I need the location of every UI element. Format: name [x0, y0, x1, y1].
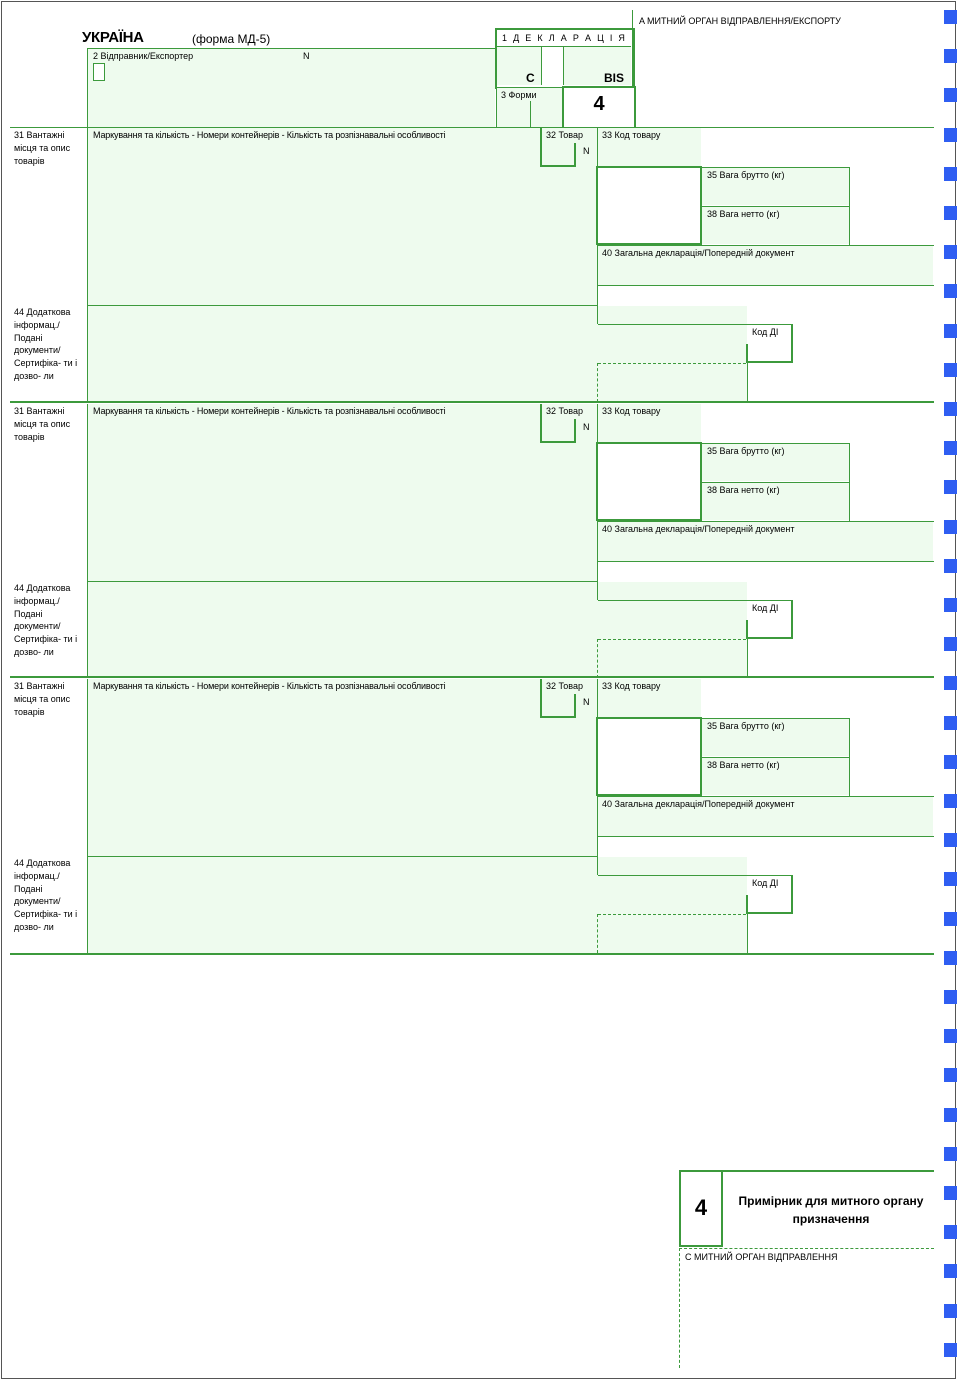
perforation-hole: [944, 245, 957, 259]
goods-bottom-rule: [10, 953, 934, 955]
field-44-sub-fill: [598, 914, 747, 953]
perforation-hole: [944, 128, 957, 142]
field-1-label: 1 Д Е К Л А Р А Ц І Я: [502, 33, 627, 43]
field-2-left-border: [87, 48, 88, 128]
col-left-border: [87, 128, 88, 402]
field-31-box[interactable]: [88, 404, 597, 581]
field-31-text: Маркування та кількість - Номери контейнерів - Кількість та розпізнавальні особливості: [93, 406, 446, 416]
col-left-border: [87, 404, 88, 678]
field-35-top-border: [702, 443, 850, 444]
kod-di-top-border: [598, 324, 792, 325]
perforation-hole: [944, 402, 957, 416]
field-2-top-border: [87, 48, 496, 49]
field-1-vline-2: [563, 47, 564, 85]
field-44-top-border: [88, 581, 597, 582]
field-33-left-border: [596, 166, 598, 245]
field-33-bottom-border: [596, 442, 702, 444]
block-top-rule: [10, 676, 934, 678]
perforation-hole: [944, 1186, 957, 1200]
field-1-divider: [497, 46, 631, 47]
field-31-text: Маркування та кількість - Номери контейнерів - Кількість та розпізнавальні особливості: [93, 681, 446, 691]
field-38-label: 38 Вага нетто (кг): [707, 760, 780, 770]
field-44-label: 44 Додаткова інформац./ Подані документи/ Сертифіка- ти і дозво- ли: [14, 583, 78, 657]
field-33-lower-border: [596, 243, 702, 245]
field-38-top-border: [702, 206, 850, 207]
perforation-hole: [944, 49, 957, 63]
perforation-hole: [944, 480, 957, 494]
perforation-hole: [944, 755, 957, 769]
field-33-label: 33 Код товару: [602, 130, 661, 140]
perforation-hole: [944, 598, 957, 612]
field-33-right-border: [700, 442, 702, 521]
field-38-top-border: [702, 482, 850, 483]
field-40-label: 40 Загальна декларація/Попередній документ: [602, 248, 795, 258]
form-name: (форма МД-5): [192, 32, 271, 46]
field-44-top-border: [88, 305, 597, 306]
field-32-left-border: [540, 128, 542, 166]
field-40-top-border: [598, 521, 934, 522]
field-40-label: 40 Загальна декларація/Попередній документ: [602, 524, 795, 534]
field-c-left-border: [679, 1248, 680, 1368]
field-3-value: 4: [593, 93, 605, 115]
field-38-label: 38 Вага нетто (кг): [707, 485, 780, 495]
perforation-hole: [944, 794, 957, 808]
perforation-hole: [944, 951, 957, 965]
perforation-hole: [944, 1304, 957, 1318]
kod-di-bottom-border: [747, 912, 793, 914]
kod-di-bottom-border: [747, 361, 793, 363]
field-35-label: 35 Вага брутто (кг): [707, 170, 785, 180]
field-1-vline-1: [541, 47, 542, 85]
perforation-hole: [944, 1108, 957, 1122]
field-32-left-border: [540, 679, 542, 717]
field-35-label: 35 Вага брутто (кг): [707, 446, 785, 456]
field-44-sub-top: [598, 639, 746, 640]
field-44-sub-right: [747, 639, 748, 678]
field-35-right-border: [849, 443, 850, 521]
perforation-hole: [944, 206, 957, 220]
field-32-inner-border: [574, 143, 576, 166]
field-33-right-border: [700, 166, 702, 245]
field-1-bis: BIS: [604, 71, 625, 85]
kod-di-label: Код ДІ: [752, 327, 779, 337]
field-33-lower-border: [596, 794, 702, 796]
copy-title: Примірник для митного органу призначення: [738, 1194, 924, 1226]
kod-di-label: Код ДІ: [752, 878, 779, 888]
kod-di-top-border: [598, 875, 792, 876]
field-33-bottom-border: [596, 166, 702, 168]
field-31-label: 31 Вантажні місця та опис товарів: [14, 130, 71, 166]
kod-di-top-border: [598, 600, 792, 601]
field-40-label: 40 Загальна декларація/Попередній документ: [602, 799, 795, 809]
field-32-bottom-border: [540, 441, 576, 443]
country-title: УКРАЇНА: [82, 29, 144, 46]
field-44-label: 44 Додаткова інформац./ Подані документи/ Сертифіка- ти і дозво- ли: [14, 307, 78, 381]
perforation-hole: [944, 167, 957, 181]
field-31-text: Маркування та кількість - Номери контейнерів - Кількість та розпізнавальні особливості: [93, 130, 446, 140]
field-40-top-border: [598, 245, 934, 246]
kod-di-right-border: [791, 324, 793, 363]
field-32-n: N: [583, 697, 590, 707]
kod-di-left-border: [746, 344, 748, 363]
perforation-hole: [944, 912, 957, 926]
perforation-hole: [944, 1147, 957, 1161]
field-35-right-border: [849, 167, 850, 245]
block-top-rule: [10, 401, 934, 403]
perforation-hole: [944, 990, 957, 1004]
field-33-right-border: [700, 717, 702, 796]
field-33-lower-border: [596, 519, 702, 521]
field-32-n: N: [583, 422, 590, 432]
field-32-bottom-border: [540, 716, 576, 718]
field-32-inner-border: [574, 419, 576, 442]
field-3-left-border: [496, 87, 497, 127]
perforation-hole: [944, 833, 957, 847]
perforation-hole: [944, 441, 957, 455]
field-35-label: 35 Вага брутто (кг): [707, 721, 785, 731]
field-3-inner-line: [530, 101, 531, 127]
field-32-bottom-border: [540, 165, 576, 167]
kod-di-left-border: [746, 895, 748, 914]
field-40-bottom-border: [598, 285, 934, 286]
block-top-rule: [10, 127, 934, 128]
field-44-sub-right: [747, 363, 748, 402]
perforation-hole: [944, 559, 957, 573]
kod-di-left-border: [746, 620, 748, 639]
field-33-left-border: [596, 717, 598, 796]
perforation-hole: [944, 1225, 957, 1239]
field-44-sub-fill: [598, 639, 747, 678]
field-33-left-border: [596, 442, 598, 521]
kod-di-right-border: [791, 600, 793, 639]
field-c-label: C МИТНИЙ ОРГАН ВІДПРАВЛЕННЯ: [685, 1252, 838, 1262]
perforation-hole: [944, 637, 957, 651]
field-a-label: A МИТНИЙ ОРГАН ВІДПРАВЛЕННЯ/ЕКСПОРТУ: [639, 16, 841, 26]
field-32-label: 32 Товар: [546, 406, 584, 416]
field-32-n: N: [583, 146, 590, 156]
field-31-box[interactable]: [88, 679, 597, 856]
field-44-sub-left: [597, 363, 598, 402]
field-3-label: 3 Форми: [501, 90, 537, 100]
field-2-label: 2 Відправник/Експортер: [93, 51, 194, 61]
field-2-checkbox[interactable]: [93, 63, 105, 81]
field-40-bottom-border: [598, 561, 934, 562]
field-44-sub-left: [597, 639, 598, 678]
kod-di-label: Код ДІ: [752, 603, 779, 613]
perforation-hole: [944, 88, 957, 102]
copy-number: 4: [694, 1195, 708, 1220]
field-35-top-border: [702, 718, 850, 719]
perforation-hole: [944, 520, 957, 534]
field-44-sub-right: [747, 914, 748, 953]
field-40-bottom-border: [598, 836, 934, 837]
field-44-label: 44 Додаткова інформац./ Подані документи/ Сертифіка- ти і дозво- ли: [14, 858, 78, 932]
field-c-top-border: [679, 1248, 934, 1249]
field-33-bottom-border: [596, 717, 702, 719]
field-33-label: 33 Код товару: [602, 406, 661, 416]
field-32-label: 32 Товар: [546, 130, 584, 140]
field-32-left-border: [540, 404, 542, 442]
field-1-c: C: [526, 71, 535, 85]
perforation-hole: [944, 284, 957, 298]
perforation-hole: [944, 1343, 957, 1357]
perforation-hole: [944, 324, 957, 338]
field-44-sub-top: [598, 363, 746, 364]
kod-di-bottom-border: [747, 637, 793, 639]
field-44-sub-fill: [598, 363, 747, 402]
field-44-sub-left: [597, 914, 598, 953]
field-33-label: 33 Код товару: [602, 681, 661, 691]
field-38-top-border: [702, 757, 850, 758]
field-31-label: 31 Вантажні місця та опис товарів: [14, 406, 71, 442]
field-35-top-border: [702, 167, 850, 168]
field-32-inner-border: [574, 694, 576, 717]
field-35-right-border: [849, 718, 850, 796]
field-2-n-label: N: [303, 51, 310, 61]
field-40-top-border: [598, 796, 934, 797]
perforation-hole: [944, 1029, 957, 1043]
copy-title-top-border: [679, 1170, 934, 1172]
perforation-hole: [944, 363, 957, 377]
perforation-hole: [944, 1068, 957, 1082]
perforation-hole: [944, 1264, 957, 1278]
field-44-sub-top: [598, 914, 746, 915]
field-38-label: 38 Вага нетто (кг): [707, 209, 780, 219]
field-44-top-border: [88, 856, 597, 857]
col-left-border: [87, 679, 88, 953]
perforation-hole: [944, 676, 957, 690]
field-31-label: 31 Вантажні місця та опис товарів: [14, 681, 71, 717]
field-32-label: 32 Товар: [546, 681, 584, 691]
perforation-hole: [944, 716, 957, 730]
field-31-box[interactable]: [88, 128, 597, 305]
perforation-hole: [944, 872, 957, 886]
kod-di-right-border: [791, 875, 793, 914]
perforation-hole: [944, 10, 957, 24]
